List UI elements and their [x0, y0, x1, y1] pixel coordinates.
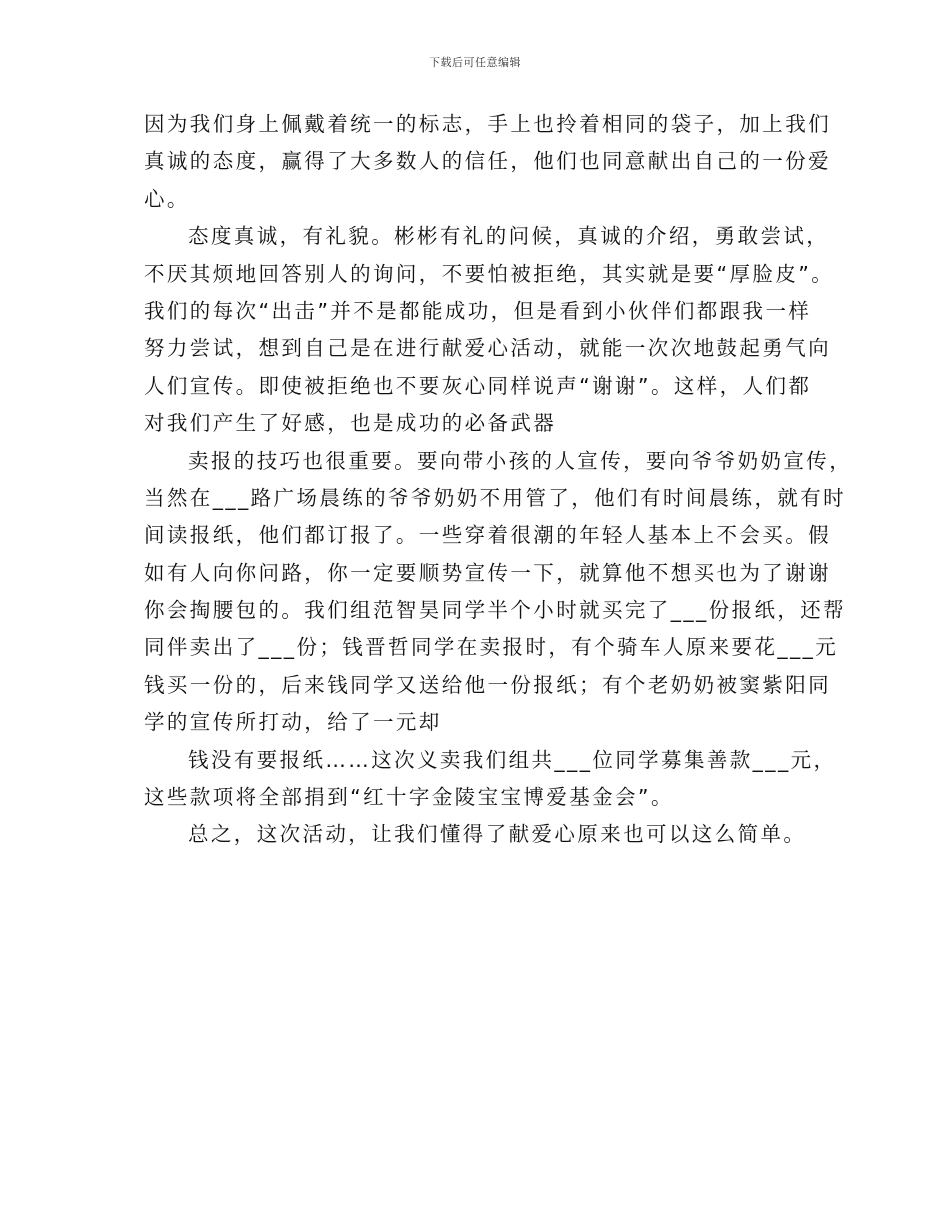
- text-line: 因为我们身上佩戴着统一的标志，手上也拎着相同的袋子，加上我们: [144, 112, 831, 136]
- paragraph-start-line: 态度真诚，有礼貌。彬彬有礼的问候，真诚的介绍，勇敢尝试，: [188, 224, 830, 249]
- text-line: 我们的每次“出击”并不是都能成功，但是看到小伙伴们都跟我一样: [144, 298, 812, 323]
- text-line: 你会掏腰包的。我们组范智昊同学半个小时就买完了___份报纸，还帮: [144, 598, 847, 623]
- text-line: 钱买一份的，后来钱同学又送给他一份报纸；有个老奶奶被窦紫阳同: [144, 672, 831, 697]
- paragraph-start-line: 总之，这次活动，让我们懂得了献爱心原来也可以这么简单。: [188, 822, 807, 847]
- text-line: 这些款项将全部捐到“红十字金陵宝宝博爱基金会”。: [144, 785, 674, 810]
- text-line: 学的宣传所打动，给了一元却: [144, 710, 442, 735]
- text-line: 当然在___路广场晨练的爷爷奶奶不用管了，他们有时间晨练，就有时: [144, 485, 847, 510]
- text-line: 不厌其烦地回答别人的询问，不要怕被拒绝，其实就是要“厚脸皮”。: [144, 261, 835, 286]
- paragraph-start-line: 卖报的技巧也很重要。要向带小孩的人宣传，要向爷爷奶奶宣传，: [188, 448, 853, 473]
- text-line: 如有人向你问路，你一定要顺势宣传一下，就算他不想买也为了谢谢: [144, 560, 831, 585]
- text-line: 努力尝试，想到自己是在进行献爱心活动，就能一次次地鼓起勇气向: [144, 336, 831, 361]
- paragraph-start-line: 钱没有要报纸……这次义卖我们组共___位同学募集善款___元，: [188, 747, 837, 772]
- text-line: 真诚的态度，赢得了大多数人的信任，他们也同意献出自己的一份爱: [144, 149, 831, 174]
- page-header: 下载后可任意编辑: [429, 56, 521, 69]
- text-line: 心。: [144, 186, 190, 211]
- document-body: [144, 106, 853, 854]
- text-line: 人们宣传。即使被拒绝也不要灰心同样说声“谢谢”。这样，人们都: [144, 373, 812, 398]
- text-line: 对我们产生了好感，也是成功的必备武器: [144, 411, 557, 436]
- text-line: 间读报纸，他们都订报了。一些穿着很潮的年轻人基本上不会买。假: [144, 523, 831, 548]
- text-line: 同伴卖出了___份；钱晋哲同学在卖报时，有个骑车人原来要花___元: [144, 635, 839, 660]
